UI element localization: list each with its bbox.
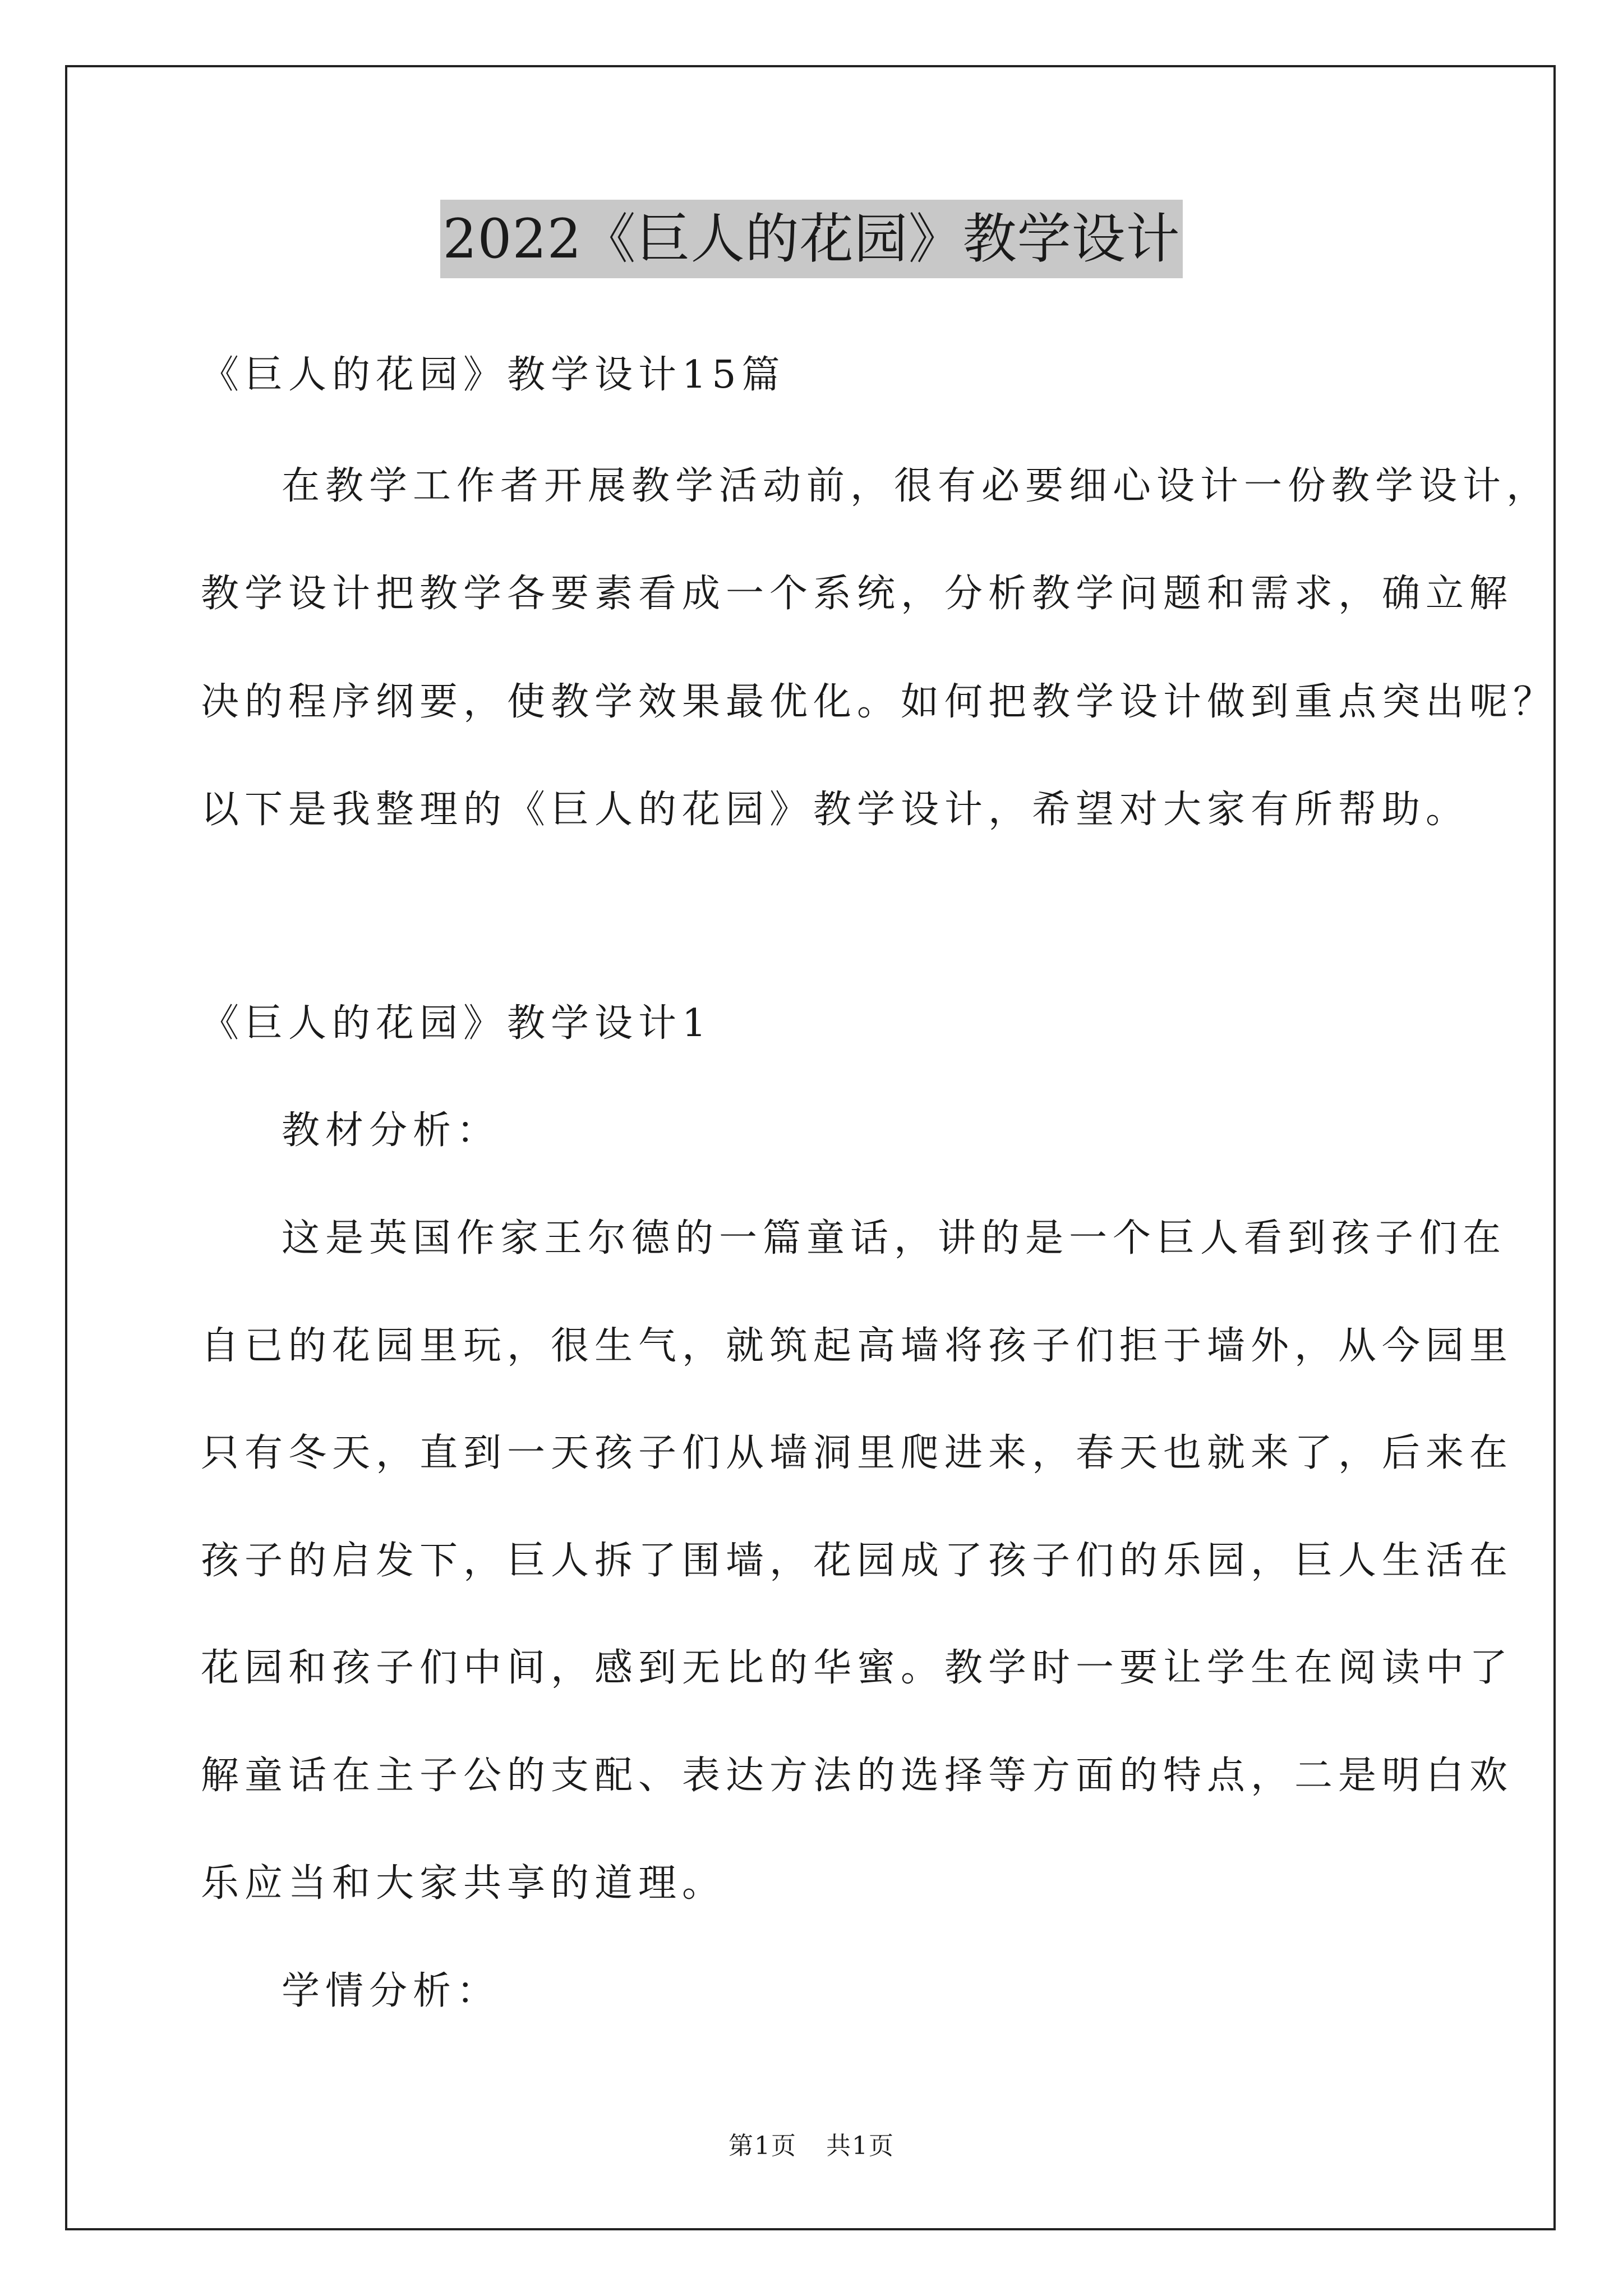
page-footer xyxy=(0,2129,1623,2163)
intro-line: 以下是我整理的《巨人的花园》教学设计，希望对大家有所帮助。 xyxy=(201,788,1470,832)
intro-line: 在教学工作者开展教学活动前，很有必要细心设计一份教学设计， xyxy=(282,464,1551,508)
material-line: 这是英国作家王尔德的一篇童话，讲的是一个巨人看到孩子们在 xyxy=(282,1216,1507,1260)
material-line: 乐应当和大家共享的道理。 xyxy=(201,1861,726,1906)
page-number-current: 第1页 xyxy=(728,2132,797,2160)
learning-heading: 学情分析： xyxy=(282,1969,501,2013)
material-line: 解童话在主子公的支配、表达方法的选择等方面的特点，二是明白欢 xyxy=(201,1754,1514,1798)
intro-line: 决的程序纲要，使教学效果最优化。如何把教学设计做到重点突出呢？ xyxy=(201,680,1557,724)
page-number-total: 共1页 xyxy=(826,2132,895,2160)
document-title: 2022《巨人的花园》教学设计 xyxy=(440,200,1182,278)
document-subtitle: 《巨人的花园》教学设计15篇 xyxy=(201,353,786,397)
material-line: 花园和孩子们中间，感到无比的华蜜。教学时一要让学生在阅读中了 xyxy=(201,1646,1514,1690)
title-container xyxy=(0,200,1623,278)
material-line: 自已的花园里玩，很生气，就筑起高墙将孩子们拒于墙外，从今园里 xyxy=(201,1324,1514,1368)
section-heading: 《巨人的花园》教学设计1 xyxy=(201,1001,712,1046)
intro-line: 教学设计把教学各要素看成一个系统，分析教学问题和需求，确立解 xyxy=(201,572,1514,616)
material-heading: 教材分析： xyxy=(282,1108,501,1153)
material-line: 只有冬天，直到一天孩子们从墙洞里爬进来，春天也就来了，后来在 xyxy=(201,1431,1514,1475)
material-line: 孩子的启发下，巨人拆了围墙，花园成了孩子们的乐园，巨人生活在 xyxy=(201,1539,1514,1583)
